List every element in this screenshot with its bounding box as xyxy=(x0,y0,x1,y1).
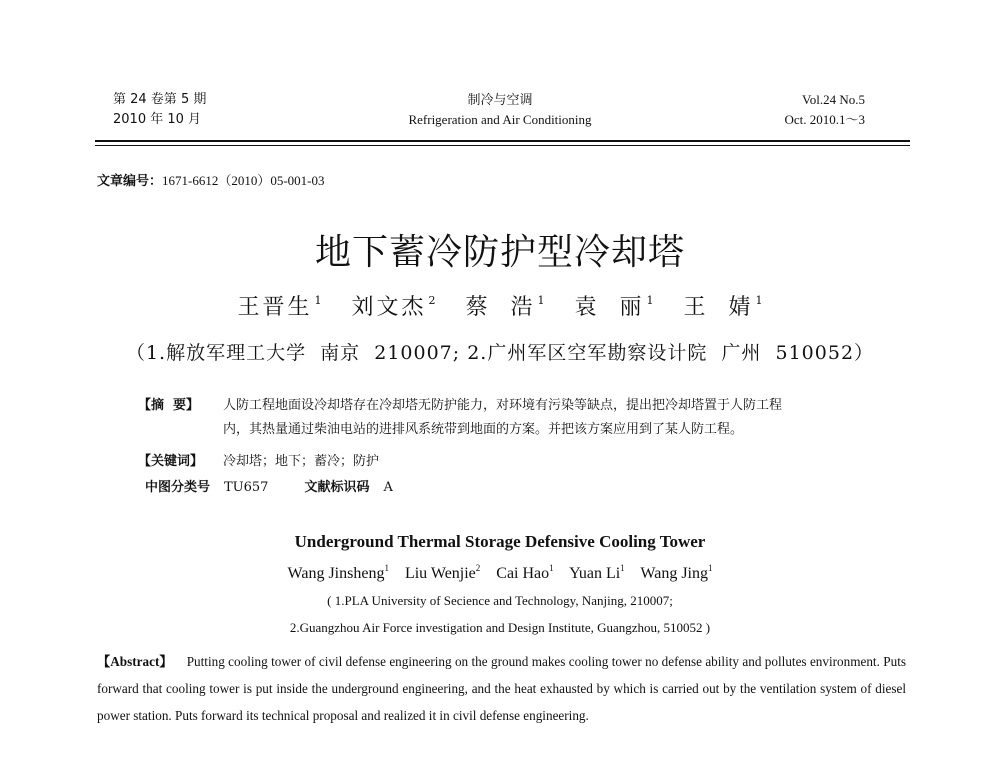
abstract-cn-line: 人防工程地面设冷却塔存在冷却塔无防护能力，对环境有污染等缺点，提出把冷却塔置于人防工程 xyxy=(223,398,783,413)
english-abstract xyxy=(97,648,906,729)
english-title: Underground Thermal Storage Defensive Cooling Tower xyxy=(294,532,706,551)
author-name: 王 婧 xyxy=(683,295,754,320)
abstract-cn-line: 内，其热量通过柴油电站的进排风系统带到地面的方案。并把该方案应用到了某人防工程。 xyxy=(223,422,744,437)
header-rule-thin xyxy=(95,145,910,146)
journal-name-en: Refrigeration and Air Conditioning xyxy=(408,112,592,127)
clc-label: 中图分类号 xyxy=(145,480,211,495)
english-author-affil-mark: 1 xyxy=(384,563,389,573)
english-author-affil-mark: 1 xyxy=(707,563,713,573)
english-author-name: Liu Wenjie xyxy=(404,565,476,582)
author-name: 刘文杰 xyxy=(351,295,427,320)
classification-line xyxy=(145,476,885,500)
paper-title: 地下蓄冷防护型冷却塔 xyxy=(314,232,685,273)
issue-date: 2010 年 10 月 xyxy=(113,112,202,127)
article-number-value: 1671-6612（2010）05-001-03 xyxy=(162,173,325,188)
doc-code-label: 文献标识码 xyxy=(304,480,370,495)
english-abstract-text: Putting cooling tower of civil defense engineering on the ground makes cooling tower no defense ability and pollutes environment. Puts forward that cooling tower is put inside the underground engineering, and the heat exhausted by which is carried out by the ventilation system of diesel power station. Puts forward its technical proposal and realized it in civil defense engineering. xyxy=(97,654,906,723)
english-author-affil-mark: 2 xyxy=(475,563,481,573)
author-name: 王晋生 xyxy=(237,295,313,320)
affiliation: （1.解放军理工大学 南京 210007; 2.广州军区空军勘察设计院 广州 510052） xyxy=(125,342,875,364)
issue-info-en xyxy=(784,90,865,130)
english-affiliation-line: ( 1.PLA University of Secience and Technology, Nanjing, 210007; xyxy=(327,593,673,608)
volume-issue-en: Vol.24 No.5 xyxy=(802,92,865,107)
keywords-cn-label: 【关键词】 xyxy=(138,454,204,469)
article-number-label: 文章编号： xyxy=(97,174,163,189)
author-affil-mark: 1 xyxy=(646,294,654,307)
clc-value: TU657 xyxy=(224,480,269,495)
header-rule-thick xyxy=(95,140,910,142)
english-author-list xyxy=(0,563,1000,583)
date-pages-en: Oct. 2010.1～3 xyxy=(784,112,865,127)
english-author-name: Wang Jing xyxy=(640,565,708,582)
english-author-name: Wang Jinsheng xyxy=(287,565,385,582)
english-affiliation-line: 2.Guangzhou Air Force investigation and Design Institute, Guangzhou, 510052 ) xyxy=(289,620,711,635)
author-affil-mark: 2 xyxy=(428,294,436,307)
english-author-name: Yuan Li xyxy=(569,565,621,582)
article-number xyxy=(97,170,325,189)
author-affil-mark: 1 xyxy=(314,294,322,307)
author-name: 蔡 浩 xyxy=(465,295,536,320)
keywords-cn-text: 冷却塔；地下；蓄冷；防护 xyxy=(223,454,380,469)
english-abstract-label: 【Abstract】 xyxy=(97,654,173,669)
abstract-cn-text xyxy=(223,394,878,442)
author-list xyxy=(0,290,1000,321)
keywords-cn xyxy=(138,450,878,474)
author-name: 袁 丽 xyxy=(574,295,645,320)
english-author-affil-mark: 1 xyxy=(549,563,554,573)
english-author-affil-mark: 1 xyxy=(620,563,625,573)
author-affil-mark: 1 xyxy=(537,294,545,307)
english-author-name: Cai Hao xyxy=(496,565,550,582)
abstract-cn-label: 【摘 要】 xyxy=(138,398,200,413)
doc-code-value: A xyxy=(383,480,393,495)
author-affil-mark: 1 xyxy=(755,294,763,307)
volume-issue: 第 24 卷第 5 期 xyxy=(113,92,207,107)
journal-name-cn: 制冷与空调 xyxy=(467,92,533,107)
